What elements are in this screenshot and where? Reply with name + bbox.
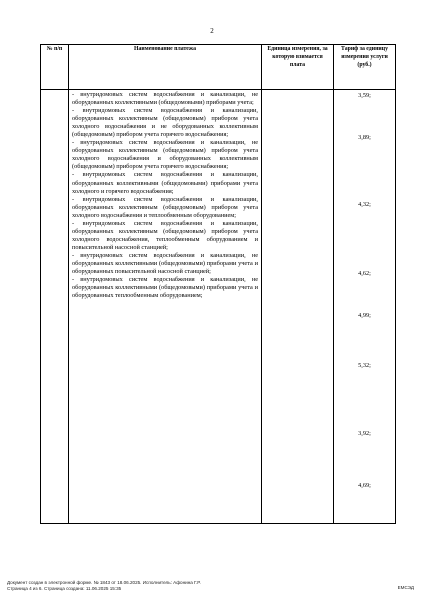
header-tariff: Тариф за единицу измерения услуги (руб.) [334,45,396,90]
tariff-value: 3,92; [358,430,371,437]
table-body-row [41,90,396,524]
header-unit: Единица измерения, за которую взимается плата [262,45,334,90]
unit-cell [262,90,334,524]
table-row: - внутридомовых систем водоснабжения и канализации, оборудованных коллективным (общедомовым) прибором учета холодного водоснабжения и теплообменным оборудованием; [72,195,258,219]
tariff-value: 5,32; [358,362,371,369]
footer-system-code: ЕМСЭД [397,585,414,590]
num-cell [41,90,69,524]
table-row: - внутридомовых систем водоснабжения и канализации, оборудованных коллективным (общедомовым) прибором учета холодного водоснабжения, теплообменным оборудованием и повысительной насосной станцией; [72,219,258,251]
tariff-value: 3,59; [358,92,371,99]
header-name: Наименование платежа [69,45,262,90]
footer-line-1: Документ создан в электронной форме. № 1843 от 18.06.2025. Исполнитель: Афонина Г.Р. [7,580,201,585]
tariff-table [40,44,396,524]
tariff-cell [334,90,396,524]
table-row: - внутридомовых систем водоснабжения и канализации, не оборудованных коллективными (общедомовыми) приборами учета и оборудованных теплообменным оборудованием; [72,276,258,300]
document-footer [7,580,201,591]
table-row: - внутридомовых систем водоснабжения и канализации, не оборудованных коллективным (общедомовым) прибором учета холодного водоснабжения и оборудованных коллективным (общедомовым) прибором учета горячего водоснабжения; [72,139,258,171]
table-row: - внутридомовых систем водоснабжения и канализации, оборудованных коллективным (общедомовым) прибором учета холодного водоснабжения и не оборудованных коллективным (общедомовым) прибором учета горячего водоснабжения; [72,107,258,139]
name-cell [69,90,262,524]
tariff-value: 4,99; [358,312,371,319]
table-row: - внутридомовых систем водоснабжения и канализации, не оборудованных коллективными (общедомовыми) приборами учета и оборудованных повысительной насосной станцией; [72,251,258,276]
header-num: № п/п [41,45,69,90]
footer-line-2: Страница 4 из 6. Страница создана: 11.06.2025 15:35 [7,585,122,591]
tariff-value: 4,32; [358,201,371,208]
page-number: 2 [210,27,214,35]
table-row: - внутридомовых систем водоснабжения и канализации, не оборудованных коллективными (общедомовыми) приборами учета; [72,91,258,107]
table-row: - внутридомовых систем водоснабжения и канализации, оборудованных коллективными (общедомовыми) приборами учета холодного и горячего водоснабжения; [72,171,258,195]
tariff-value: 3,89; [358,134,371,141]
tariff-value: 4,62; [358,270,371,277]
table-header-row [41,45,396,90]
tariff-value: 4,69; [358,482,371,489]
